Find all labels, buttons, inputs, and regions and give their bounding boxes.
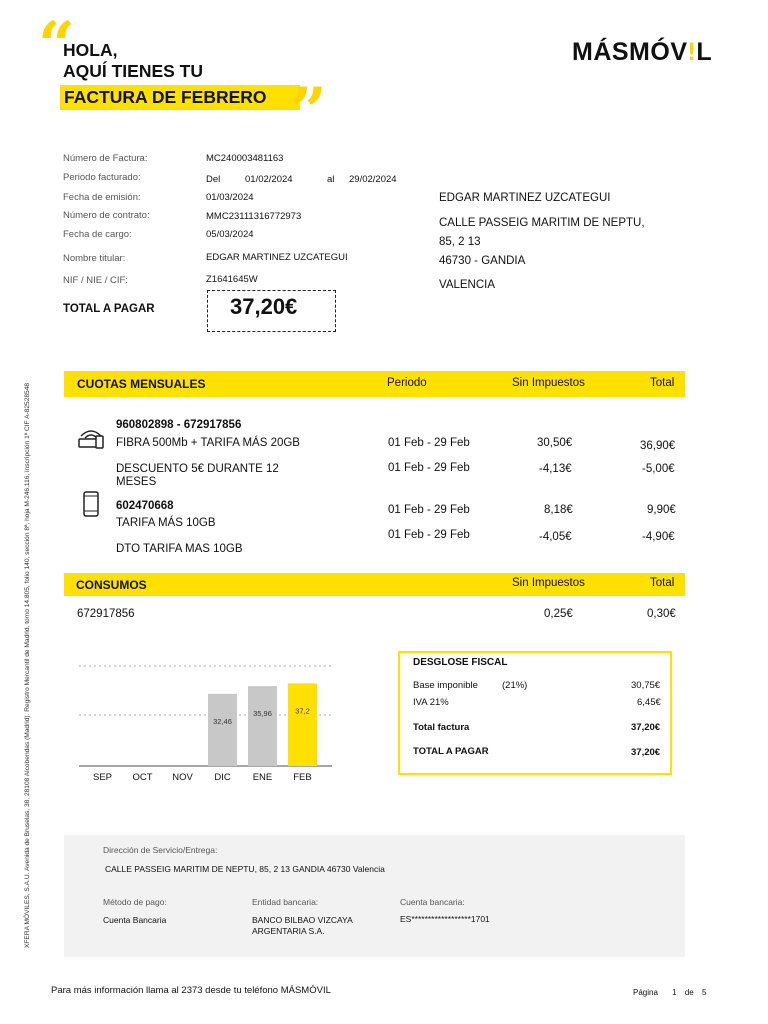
open-quote-mark: “ — [38, 8, 75, 83]
invoice-total-label: Total factura — [413, 722, 470, 733]
recipient-street-2: 85, 2 13 — [439, 236, 481, 248]
footer-info: Para más información llama al 2373 desde tu teléfono MÁSMÓVIL — [51, 985, 331, 996]
chart-value-label-ene: 35,96 — [253, 709, 272, 719]
greeting-line-2: AQUÍ TIENES TU — [63, 61, 204, 81]
router-wifi-icon — [77, 424, 105, 455]
legal-registry-text: XFERA MÓVILES, S.A.U. Avenida de Bruselas, 38, 28108 Alcobendas (Madrid). Registro Mercantil de Madrid, tomo 14.805, folio 140, sección 8ª, hoja M-246.116, inscripción 1ª CIF A-82528548 — [24, 382, 31, 948]
chart-bar-ene — [248, 686, 277, 766]
line-3-description: TARIFA MÁS 10GB — [116, 517, 216, 529]
close-quote-mark: ” — [290, 74, 327, 149]
line-4-period: 01 Feb - 29 Feb — [388, 529, 470, 541]
line-4-total: -4,90€ — [642, 531, 675, 543]
page-indicator — [633, 988, 706, 997]
greeting — [63, 40, 203, 82]
masmovil-logo — [572, 38, 712, 67]
chart-bar-dic — [208, 694, 237, 766]
tax-total-to-pay-label: TOTAL A PAGAR — [413, 746, 489, 757]
line-4-description: DTO TARIFA MAS 10GB — [116, 543, 243, 555]
line-1-numbers: 960802898 - 672917856 — [116, 419, 242, 431]
greeting-line-1: HOLA, — [63, 40, 118, 60]
chart-tick-label-oct: OCT — [132, 772, 153, 783]
period-to-label: al — [327, 174, 335, 185]
line-2-description-1: DESCUENTO 5€ DURANTE 12 — [116, 463, 279, 475]
usage-net-column-header: Sin Impuestos — [512, 577, 585, 589]
tax-base-percent: (21%) — [502, 680, 528, 691]
vat-label: IVA 21% — [413, 697, 449, 708]
vat-value: 6,45€ — [637, 697, 661, 708]
line-3-total: 9,90€ — [647, 504, 676, 516]
page-of: de — [684, 988, 694, 997]
mobile-phone-icon — [82, 491, 100, 522]
tax-base-label: Base imponible — [413, 680, 478, 691]
issue-date: 01/03/2024 — [206, 192, 254, 203]
line-1-description: FIBRA 500Mb + TARIFA MÁS 20GB — [116, 437, 300, 449]
usage-title: CONSUMOS — [76, 578, 147, 592]
line-1-period: 01 Feb - 29 Feb — [388, 437, 470, 449]
holder-label: Nombre titular: — [63, 253, 126, 264]
payment-method: Cuenta Bancaria — [103, 915, 167, 925]
logo-exclamation: ! — [687, 38, 697, 66]
usage-line-number: 672917856 — [77, 608, 135, 620]
monthly-fees-title: CUOTAS MENSUALES — [77, 377, 206, 391]
tax-breakdown-title: DESGLOSE FISCAL — [413, 657, 508, 668]
chart-tick-label-nov: NOV — [172, 772, 193, 783]
chart-tick-label-sep: SEP — [92, 772, 113, 783]
contract-label: Número de contrato: — [63, 210, 150, 221]
bank-name-1: BANCO BILBAO VIZCAYA — [252, 915, 353, 925]
bank-account-label: Cuenta bancaria: — [400, 897, 465, 907]
line-1-net: 30,50€ — [537, 437, 573, 449]
bank-name-2: ARGENTARIA S.A. — [252, 926, 325, 936]
invoice-number-label: Número de Factura: — [63, 153, 148, 164]
logo-text-right: L — [696, 38, 713, 66]
chart-tick-label-ene: ENE — [252, 772, 273, 783]
line-2-description-2: MESES — [116, 476, 157, 488]
period-column-header: Periodo — [387, 377, 427, 389]
invoice-total-value: 37,20€ — [631, 722, 661, 733]
line-3-net: 8,18€ — [544, 504, 573, 516]
bank-label: Entidad bancaria: — [252, 897, 319, 907]
total-amount: 37,20€ — [230, 294, 298, 319]
bank-account: ES******************1701 — [400, 914, 490, 924]
billing-history-chart — [70, 655, 340, 790]
line-1-total: 36,90€ — [640, 440, 676, 452]
contract-number: MMC23111316772973 — [206, 211, 302, 222]
line-2-total: -5,00€ — [642, 463, 675, 475]
total-to-pay-label: TOTAL A PAGAR — [63, 303, 155, 315]
invoice-number: MC240003481163 — [206, 153, 284, 164]
page-total: 5 — [701, 988, 707, 997]
line-3-number: 602470668 — [116, 500, 174, 512]
usage-total-column-header: Total — [650, 577, 675, 589]
chart-value-label-dic: 32,46 — [213, 716, 232, 726]
recipient-region: VALENCIA — [439, 279, 496, 291]
service-address: CALLE PASSEIG MARITIM DE NEPTU, 85, 2 13 GANDIA 46730 Valencia — [105, 864, 385, 874]
logo-text-left: MÁSMÓV — [572, 38, 688, 66]
line-2-net: -4,13€ — [539, 463, 572, 475]
period-from-label: Del — [206, 174, 221, 185]
usage-line-net: 0,25€ — [544, 608, 573, 620]
chart-tick-label-dic: DIC — [214, 772, 231, 783]
invoice-month-title: FACTURA DE FEBRERO — [64, 87, 267, 107]
period-to: 29/02/2024 — [349, 174, 397, 185]
chart-value-label-feb: 37,2 — [295, 706, 310, 716]
net-column-header: Sin Impuestos — [512, 377, 585, 389]
issue-date-label: Fecha de emisión: — [63, 192, 141, 203]
payment-method-label: Método de pago: — [103, 897, 167, 907]
total-column-header: Total — [650, 377, 675, 389]
page-label: Página — [633, 988, 658, 997]
charge-date-label: Fecha de cargo: — [63, 229, 132, 240]
recipient-name: EDGAR MARTINEZ UZCATEGUI — [439, 192, 611, 204]
tax-base-value: 30,75€ — [631, 680, 661, 691]
chart-bar-feb — [288, 683, 317, 766]
nif-label: NIF / NIE / CIF: — [63, 275, 128, 286]
line-3-period: 01 Feb - 29 Feb — [388, 504, 470, 516]
recipient-city: 46730 - GANDIA — [439, 255, 526, 267]
nif-value: Z1641645W — [206, 274, 258, 285]
usage-header-bar — [64, 573, 685, 596]
period-from: 01/02/2024 — [245, 174, 293, 185]
service-address-label: Dirección de Servicio/Entrega: — [103, 845, 218, 855]
usage-line-total: 0,30€ — [647, 608, 676, 620]
line-4-net: -4,05€ — [539, 531, 572, 543]
page-current: 1 — [672, 988, 677, 997]
chart-tick-label-feb: FEB — [293, 772, 312, 783]
holder-name: EDGAR MARTINEZ UZCATEGUI — [206, 252, 348, 263]
period-label: Periodo facturado: — [63, 172, 141, 183]
line-2-period: 01 Feb - 29 Feb — [388, 462, 470, 474]
tax-total-to-pay-value: 37,20€ — [631, 747, 661, 758]
charge-date: 05/03/2024 — [206, 229, 254, 240]
recipient-street-1: CALLE PASSEIG MARITIM DE NEPTU, — [439, 217, 645, 229]
